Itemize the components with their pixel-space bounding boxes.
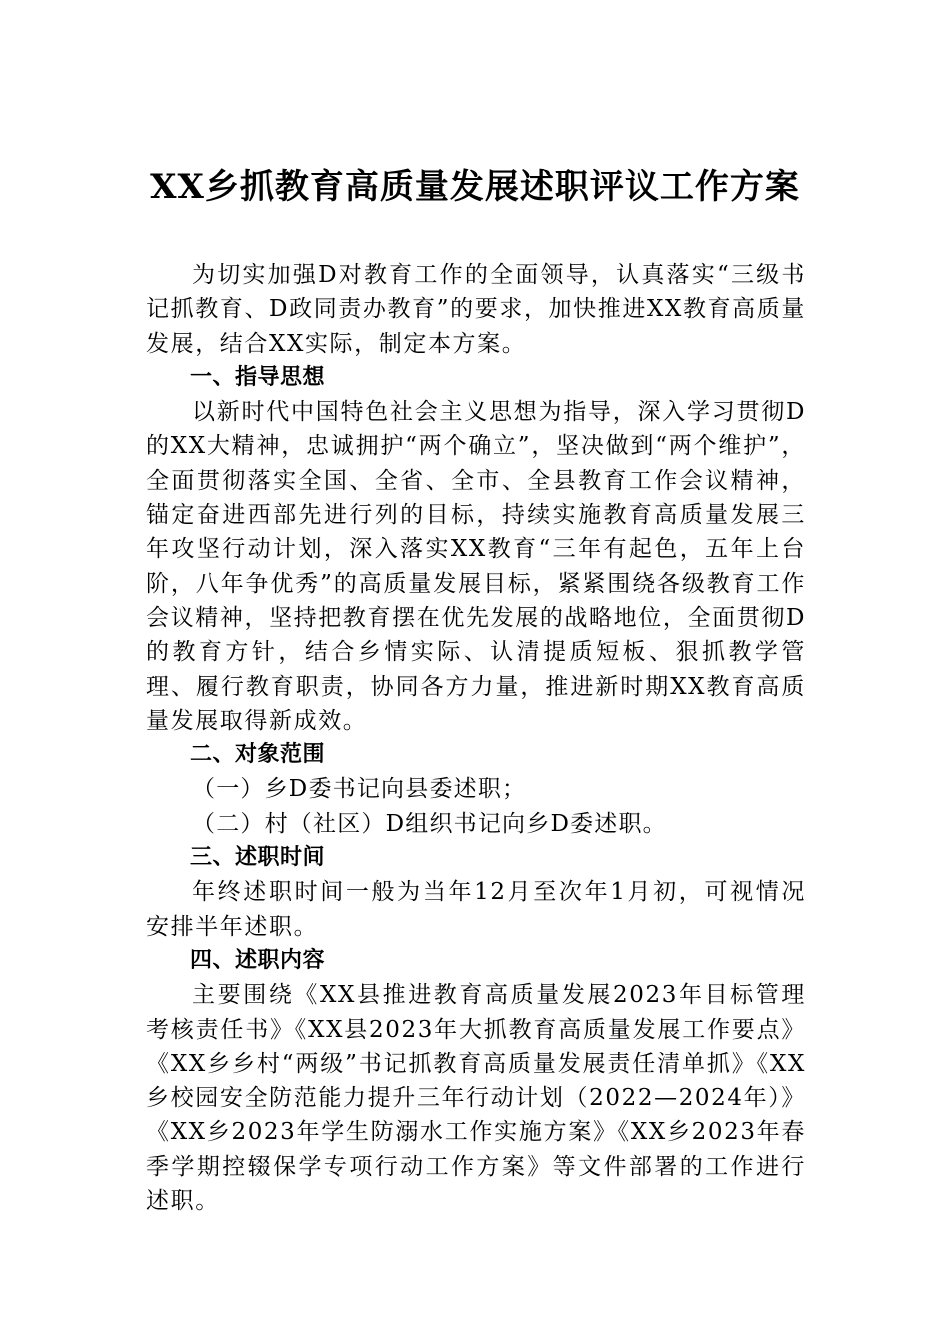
document-title: XX乡抓教育高质量发展述职评议工作方案 <box>150 167 800 207</box>
intro-paragraph: 为切实加强D对教育工作的全面领导，认真落实“三级书记抓教育、D政同责办教育”的要求，加快推进XX教育高质量发展，结合XX实际，制定本方案。 <box>146 262 806 357</box>
section-paragraph-content: 主要围绕《XX县推进教育高质量发展2023年目标管理考核责任书》《XX县2023年大抓教育高质量发展工作要点》《XX乡乡村“两级”书记抓教育高质量发展责任清单抓》《XX乡校园安全防范能力提升三年行动计划（2022—2024年）》《XX乡2023年学生防溺水工作实施方案》《XX乡2023年春季学期控辍保学专项行动工作方案》等文件部署的工作进行述职。 <box>146 982 806 1215</box>
section-paragraph-guiding-ideology: 以新时代中国特色社会主义思想为指导，深入学习贯彻D的XX大精神，忠诚拥护“两个确立”，坚决做到“两个维护”，全面贯彻落实全国、全省、全市、全县教育工作会议精神，锚定奋进西部先进行列的目标，持续实施教育高质量发展三年攻坚行动计划，深入落实XX教育“三年有起色，五年上台阶，八年争优秀”的高质量发展目标，紧紧围绕各级教育工作会议精神，坚持把教育摆在优先发展的战略地位，全面贯彻D的教育方针，结合乡情实际、认清提质短板、狠抓教学管理、履行教育职责，协同各方力量，推进新时期XX教育高质量发展取得新成效。 <box>146 399 806 734</box>
scope-item-2: （二）村（社区）D组织书记向乡D委述职。 <box>192 810 667 837</box>
section-heading-content: 四、述职内容 <box>190 947 326 973</box>
section-heading-time: 三、述职时间 <box>190 845 326 871</box>
section-heading-guiding-ideology: 一、指导思想 <box>190 364 326 390</box>
scope-item-1: （一）乡D委书记向县委述职； <box>192 776 527 803</box>
document-body <box>146 258 806 1218</box>
section-paragraph-time: 年终述职时间一般为当年12月至次年1月初，可视情况安排半年述职。 <box>146 879 806 940</box>
section-heading-scope: 二、对象范围 <box>190 742 326 768</box>
